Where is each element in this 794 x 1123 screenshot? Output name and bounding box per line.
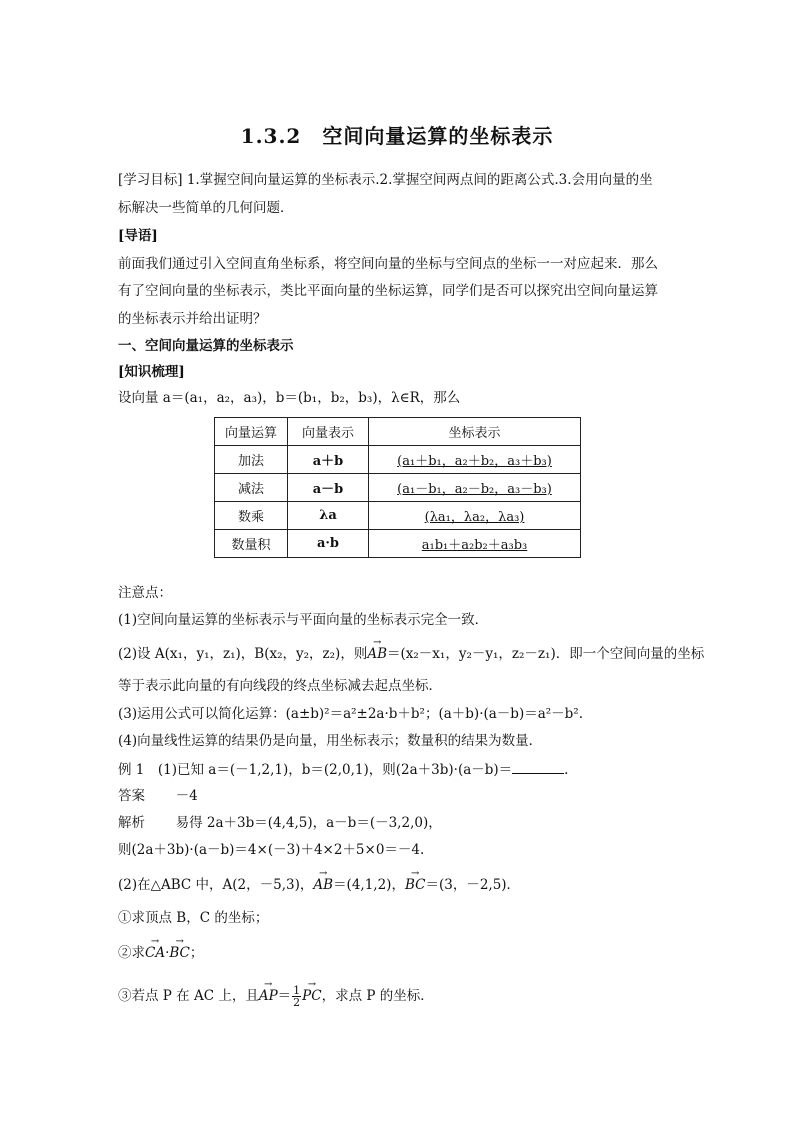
question-text: ； [189,945,204,961]
note-1: (1)空间向量运算的坐标表示与平面向量的坐标表示完全一致． [118,612,489,628]
dot-operator: · [165,945,170,961]
question-text: ，求点 P 的坐标． [321,988,434,1004]
table-cell: (a₁＋b₁，a₂＋b₂，a₃＋b₃) [369,446,581,474]
answer-value: －4 [175,788,198,804]
table-cell: a＋b [288,446,369,474]
sub-question-3 [118,985,434,1008]
objectives-line-2: 标解决一些简单的几何问题． [118,200,294,216]
sub-question-1: ①求顶点 B，C 的坐标； [118,910,269,926]
table-header-row [215,418,581,446]
note-2 [118,644,704,664]
answer-blank [512,759,564,774]
table-row [215,474,581,502]
note-4: (4)向量线性运算的结果仍是向量，用坐标表示；数量积的结果为数量． [118,733,543,749]
answer-line [118,786,198,806]
table-cell: (a₁－b₁，a₂－b₂，a₃－b₃) [369,474,581,502]
table-header-cell: 向量运算 [215,418,288,446]
note-2-line-2: 等于表示此向量的有向线段的终点坐标减去起点坐标． [118,678,442,694]
vector-bc: → BC [169,943,190,963]
vector-pc: → PC [302,986,321,1006]
note-2-text: (2)设 A(x₁，y₁，z₁)，B(x₂，y₂，z₂)，则 [118,646,368,662]
question-text: ③若点 P 在 AC 上，且 [118,988,259,1004]
table-cell: (λa₁，λa₂，λa₃) [369,502,581,530]
fraction-one-half [292,985,301,1008]
table-row [215,446,581,474]
vector-ab: → AB [313,875,333,895]
note-3: (3)运用公式可以简化运算：(a±b)²＝a²±2a·b＋b²；(a＋b)·(a－b)＝a²－b². [118,706,584,722]
knowledge-label: [知识梳理] [118,364,185,380]
notes-label: 注意点： [118,585,172,601]
question-text: ＝(3，－2,5)． [425,877,521,893]
table-cell: a₁b₁＋a₂b₂＋a₃b₃ [369,530,581,558]
question-text: ②求 [118,945,145,961]
objectives-line-1 [118,170,653,190]
example-1-question-1 [118,759,568,780]
analysis-label: 解析 [118,815,145,831]
objectives-text-1: 1.掌握空间向量运算的坐标表示.2.掌握空间两点间的距离公式.3.会用向量的坐 [186,172,653,188]
table-cell: 数乘 [215,502,288,530]
guide-line-3: 的坐标表示并给出证明？ [118,311,267,327]
fraction-denominator: 2 [293,996,301,1009]
sub-question-2 [118,943,203,963]
vector-bc: → BC [405,875,426,895]
table-row [215,502,581,530]
note-2-text: ＝(x₂－x₁，y₂－y₁，z₂－z₁)．即一个空间向量的坐标 [387,646,705,662]
operations-table [214,417,581,558]
question-text: (2)在△ABC 中，A(2，－5,3)， [118,877,314,893]
table-cell: a－b [288,474,369,502]
answer-label: 答案 [118,788,145,804]
guide-label: [导语] [118,228,158,244]
guide-line-2: 有了空间向量的坐标表示，类比平面向量的坐标运算，同学们是否可以探究出空间向量运算 [118,283,658,299]
vector-ab: → AB [367,644,387,664]
objectives-label: [学习目标] [118,172,183,188]
page-title: 1.3.2 空间向量运算的坐标表示 [240,124,554,148]
table-cell: a·b [288,530,369,558]
table-header-cell: 坐标表示 [369,418,581,446]
table-cell: 加法 [215,446,288,474]
question-end: . [564,762,569,778]
table-row [215,530,581,558]
analysis-text: 易得 2a＋3b＝(4,4,5)，a－b＝(－3,2,0)， [175,815,442,831]
example-1-question-2 [118,875,520,895]
table-cell: 数量积 [215,530,288,558]
table-cell: λa [288,502,369,530]
vector-ap: → AP [259,986,278,1006]
vector-ca: → CA [145,943,165,963]
section-heading: 一、空间向量运算的坐标表示 [118,338,294,354]
guide-line-1: 前面我们通过引入空间直角坐标系，将空间向量的坐标与空间点的坐标一一对应起来．那么 [118,256,658,272]
equals-sign: ＝ [277,988,292,1004]
fraction-numerator: 1 [293,984,301,997]
setup-text: 设向量 a＝(a₁，a₂，a₃)，b＝(b₁，b₂，b₃)，λ∈R，那么 [118,390,461,406]
question-text: 例 1 (1)已知 a＝(－1,2,1)，b＝(2,0,1)，则(2a＋3b)·(a－b)＝ [118,762,513,778]
table-cell: 减法 [215,474,288,502]
question-text: ＝(4,1,2)， [333,877,405,893]
table-header-cell: 向量表示 [288,418,369,446]
analysis-line-1 [118,813,442,833]
analysis-line-2: 则(2a＋3b)·(a－b)＝4×(－3)＋4×2＋5×0＝－4. [118,842,425,858]
